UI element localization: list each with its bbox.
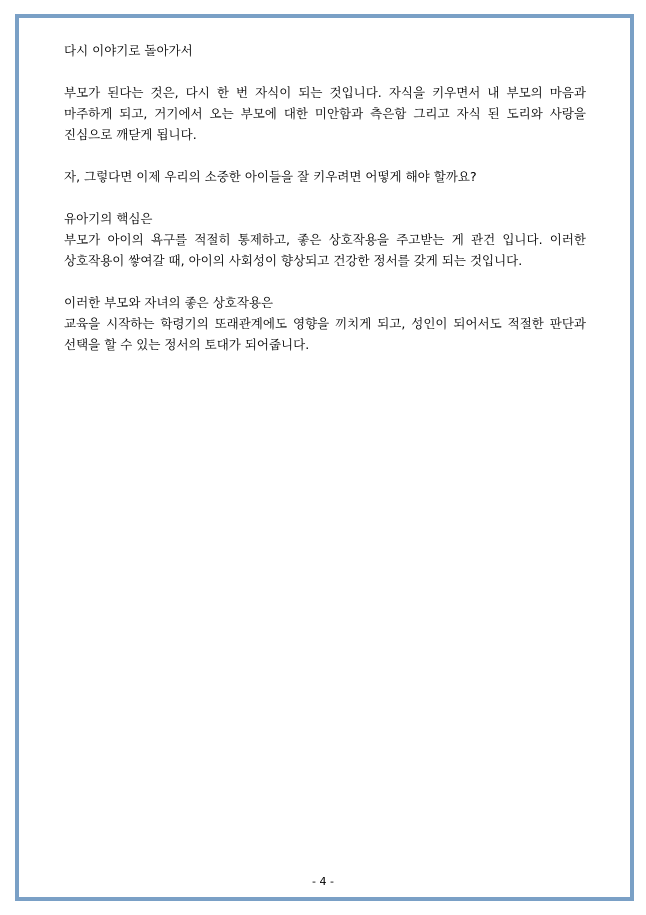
interaction-section [64,292,586,355]
page-content [64,40,586,376]
paragraph-parent-becoming-child: 부모가 된다는 것은, 다시 한 번 자식이 되는 것입니다. 자식을 키우면서 내 부모의 마음과 마주하게 되고, 거기에서 오는 부모에 대한 미안함과 측은함 그리고 자식 된 도리와 사랑을 진심으로 깨닫게 됩니다. [64,85,586,142]
page-number: - 4 - [312,875,334,888]
interaction-heading: 이러한 부모와 자녀의 좋은 상호작용은 [64,295,274,310]
question-line: 자, 그렇다면 이제 우리의 소중한 아이들을 잘 키우려면 어떻게 해야 할까요? [64,169,477,184]
section-heading: 다시 이야기로 돌아가서 [64,43,193,58]
interaction-body: 교육을 시작하는 학령기의 또래관계에도 영향을 끼치게 되고, 성인이 되어서도 적절한 판단과 선택을 할 수 있는 정서의 토대가 되어줍니다. [64,316,586,352]
core-heading: 유아기의 핵심은 [64,211,153,226]
core-section [64,208,586,271]
core-body: 부모가 아이의 욕구를 적절히 통제하고, 좋은 상호작용을 주고받는 게 관건 입니다. 이러한 상호작용이 쌓여갈 때, 아이의 사회성이 향상되고 건강한 정서를 갖게 되는 것입니다. [64,232,586,268]
